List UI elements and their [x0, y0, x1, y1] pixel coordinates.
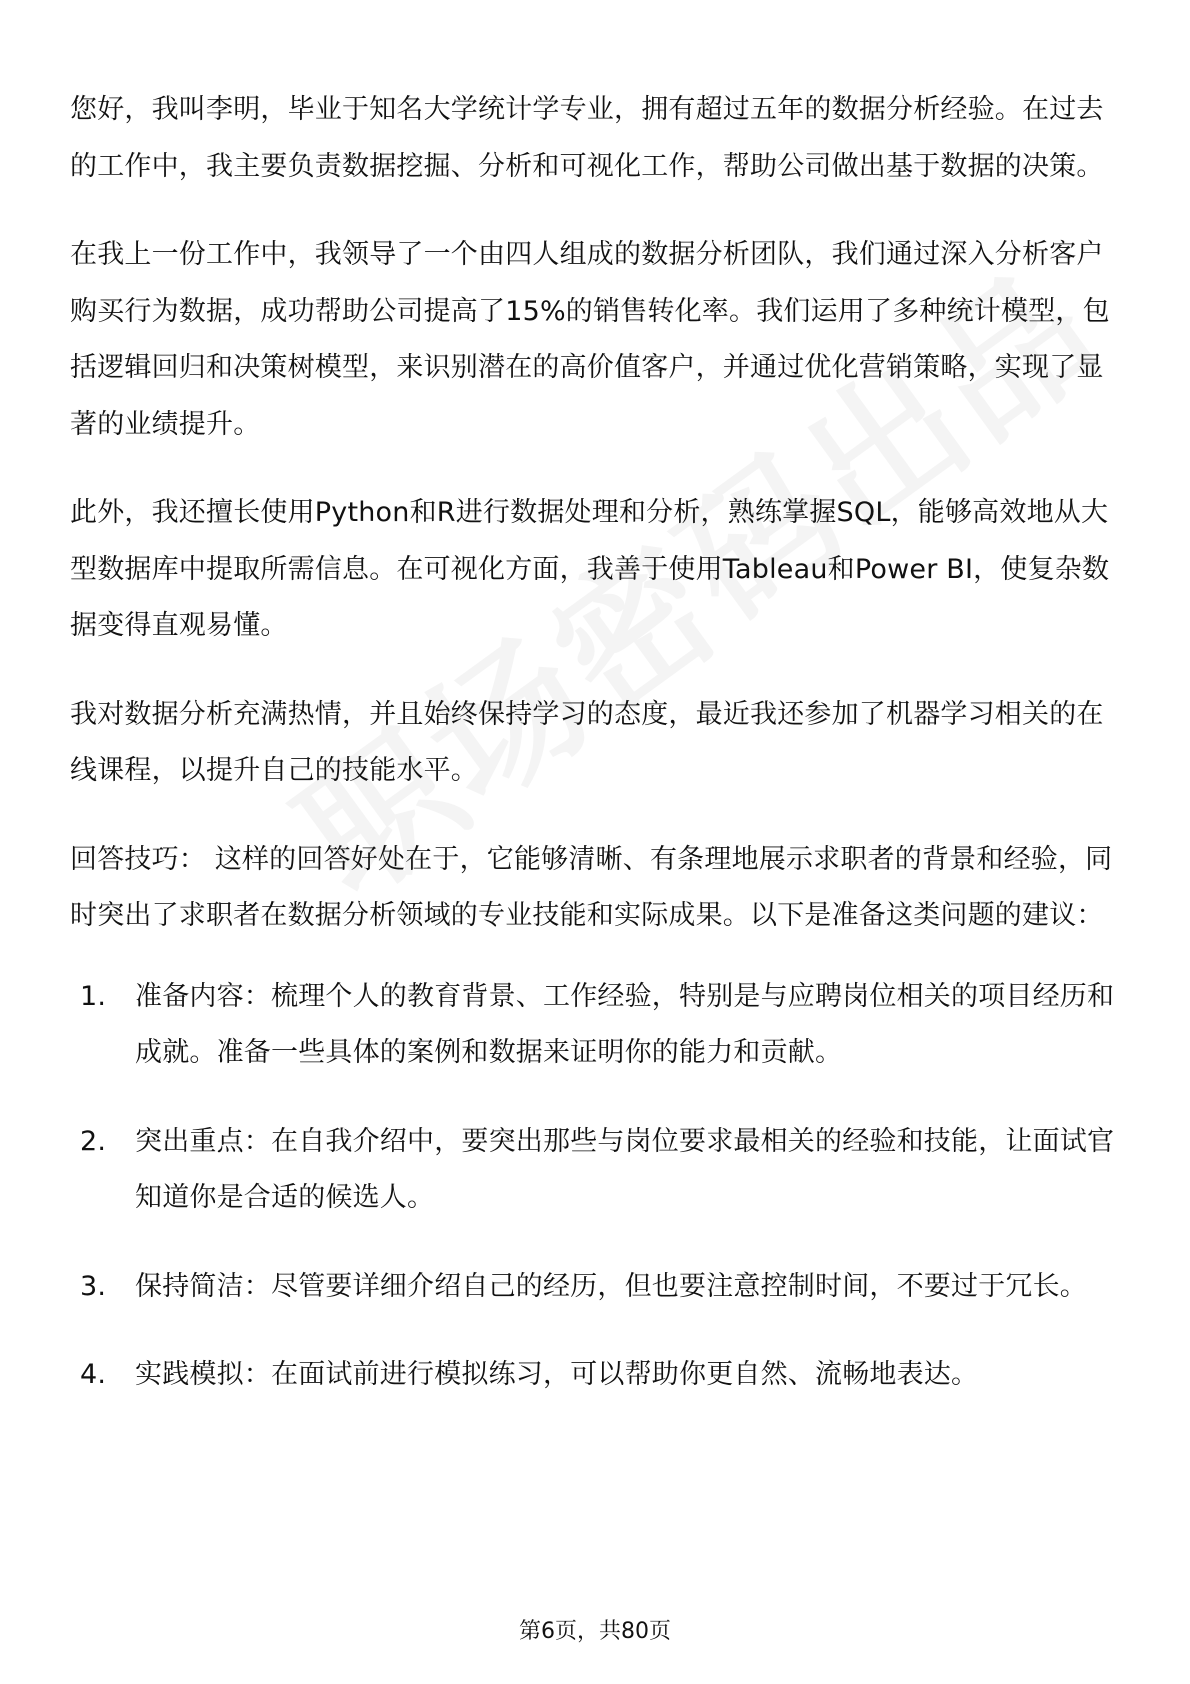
list-item: [80, 1259, 1120, 1316]
paragraph-passion: 我对数据分析充满热情，并且始终保持学习的态度，最近我还参加了机器学习相关的在线课程，以提升自己的技能水平。: [70, 698, 1104, 786]
list-item-number: 1.: [80, 980, 107, 1012]
paragraph-skills: 此外，我还擅长使用Python和R进行数据处理和分析，熟练掌握SQL，能够高效地从大型数据库中提取所需信息。在可视化方面，我善于使用Tableau和Power BI，使复杂数据变得直观易懂。: [70, 497, 1110, 641]
paragraph-intro: 您好，我叫李明，毕业于知名大学统计学专业，拥有超过五年的数据分析经验。在过去的工作中，我主要负责数据挖掘、分析和可视化工作，帮助公司做出基于数据的决策。: [70, 94, 1104, 182]
list-item-text: 突出重点：在自我介绍中，要突出那些与岗位要求最相关的经验和技能，让面试官知道你是合适的候选人。: [135, 1125, 1115, 1213]
list-item-text: 保持简洁：尽管要详细介绍自己的经历，但也要注意控制时间，不要过于冗长。: [135, 1270, 1087, 1302]
list-item-number: 4.: [80, 1359, 107, 1390]
list-item: [80, 1114, 1120, 1227]
list-item-text: 准备内容：梳理个人的教育背景、工作经验，特别是与应聘岗位相关的项目经历和成就。准备一些具体的案例和数据来证明你的能力和贡献。: [135, 980, 1115, 1068]
page-content: [70, 82, 1120, 1436]
list-item-text: 实践模拟：在面试前进行模拟练习，可以帮助你更自然、流畅地表达。: [135, 1359, 979, 1390]
page-number: 第6页，共80页: [519, 1619, 671, 1644]
answer-tips: 回答技巧： 这样的回答好处在于，它能够清晰、有条理地展示求职者的背景和经验，同时突出了求职者在数据分析领域的专业技能和实际成果。以下是准备这类问题的建议：: [70, 843, 1113, 931]
list-item-number: 2.: [80, 1125, 107, 1157]
list-item-number: 3.: [80, 1270, 107, 1302]
suggestion-list: [70, 969, 1120, 1404]
list-item: [80, 1347, 1120, 1404]
list-item: [80, 969, 1120, 1082]
paragraph-experience: 在我上一份工作中，我领导了一个由四人组成的数据分析团队，我们通过深入分析客户购买行为数据，成功帮助公司提高了15%的销售转化率。我们运用了多种统计模型，包括逻辑回归和决策树模型，来识别潜在的高价值客户，并通过优化营销策略，实现了显著的业绩提升。: [70, 239, 1110, 440]
